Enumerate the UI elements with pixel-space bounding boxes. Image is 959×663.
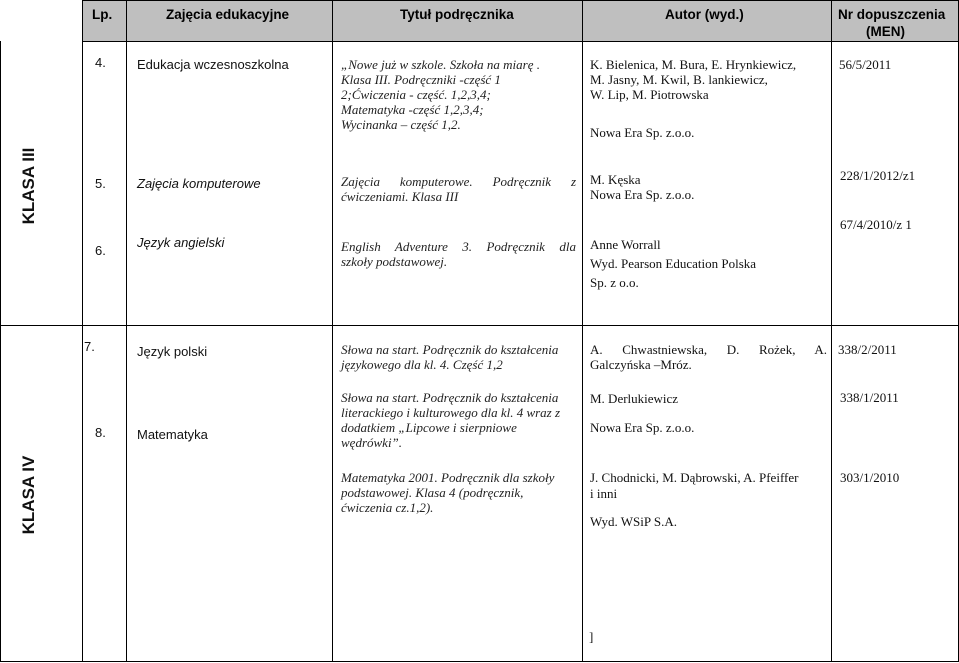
author-line: W. Lip, M. Piotrowska <box>590 87 709 102</box>
title-line: Matematyka -część 1,2,3,4; <box>341 102 484 117</box>
title-line: ćwiczenia cz.1,2). <box>341 500 434 515</box>
col-line-subject <box>126 0 127 661</box>
row-4-approval: 56/5/2011 <box>839 57 892 72</box>
row-7-lp: 7. <box>84 339 95 354</box>
col-line-left <box>0 41 1 661</box>
row-5-approval: 228/1/2012/z1 <box>840 168 916 183</box>
row-8-subject: Matematyka <box>137 427 208 442</box>
row-7-approval: 338/2/2011 <box>838 342 897 357</box>
title-line: „Nowe już w szkole. Szkoła na miarę . <box>341 57 540 72</box>
header-approval-line2: (MEN) <box>866 24 905 39</box>
col-line-approval <box>831 0 832 661</box>
row-7b-title <box>341 390 581 450</box>
row-4-author <box>590 57 830 102</box>
header-approval-line1: Nr dopuszczenia <box>838 7 946 22</box>
row-4-lp: 4. <box>95 55 106 70</box>
row-7-subject: Język polski <box>137 344 208 359</box>
author-line: J. Chodnicki, M. Dąbrowski, A. Pfeiffer <box>590 470 799 485</box>
col-line-author <box>582 0 583 661</box>
row-7-title <box>341 342 581 372</box>
row-6-title <box>341 239 576 269</box>
row-8-title <box>341 470 581 515</box>
row-6-subject: Język angielski <box>137 235 225 250</box>
header-bottom-border <box>82 41 959 42</box>
title-line: Zajęcia komputerowe. Podręcznik z <box>341 174 576 189</box>
row-7b-author <box>590 390 827 436</box>
author-line: Wyd. Pearson Education Polska <box>590 256 757 271</box>
row-8-lp: 8. <box>95 425 106 440</box>
table-border-top <box>82 0 959 1</box>
author-line: Nowa Era Sp. z.o.o. <box>590 187 695 202</box>
header-author: Autor (wyd.) <box>665 7 744 22</box>
title-line: literackiego i kulturowego dla kl. 4 wraz z <box>341 405 561 420</box>
author-line: Galczyńska –Mróz. <box>590 357 692 372</box>
footer-mark: ] <box>589 629 594 644</box>
author-line: A. Chwastniewska, D. Rożek, A. <box>590 342 827 357</box>
section-divider <box>0 325 959 326</box>
row-6-author <box>590 235 830 292</box>
title-line: wędrówki”. <box>341 435 403 450</box>
row-6-approval: 67/4/2010/z 1 <box>840 217 912 232</box>
row-5-author <box>590 172 830 202</box>
row-7-author <box>590 342 827 372</box>
klasa-iv-label: KLASA IV <box>19 455 38 535</box>
row-8-author <box>590 470 827 530</box>
author-line: Wyd. WSiP S.A. <box>590 514 677 529</box>
title-line: Matematyka 2001. Podręcznik dla szkoły <box>341 470 555 485</box>
header-title: Tytuł podręcznika <box>400 7 514 22</box>
row-4-title <box>341 57 576 132</box>
row-8-approval: 303/1/2010 <box>840 470 900 485</box>
title-line: ćwiczeniami. Klasa III <box>341 189 459 204</box>
header-lp: Lp. <box>92 7 113 22</box>
title-line: szkoły podstawowej. <box>341 254 448 269</box>
author-line: Nowa Era Sp. z.o.o. <box>590 420 695 435</box>
row-4-subject: Edukacja wczesnoszkolna <box>137 57 289 72</box>
title-line: Wycinanka – część 1,2. <box>341 117 461 132</box>
author-line: M. Kęska <box>590 172 641 187</box>
title-line: English Adventure 3. Podręcznik dla <box>341 239 576 254</box>
title-line: dodatkiem „Lipcowe i sierpniowe <box>341 420 517 435</box>
header-subject: Zajęcia edukacyjne <box>166 7 290 22</box>
title-line: podstawowej. Klasa 4 (podręcznik, <box>341 485 524 500</box>
klasa-iii-label: KLASA III <box>19 147 38 225</box>
author-line: i inni <box>590 486 618 501</box>
row-7b-approval: 338/1/2011 <box>840 390 899 405</box>
title-line: 2;Ćwiczenia - część. 1,2,3,4; <box>341 87 491 102</box>
row-5-subject: Zajęcia komputerowe <box>137 176 261 191</box>
row-5-lp: 5. <box>95 176 106 191</box>
title-line: Słowa na start. Podręcznik do kształcenia <box>341 390 559 405</box>
col-line-lp <box>82 0 83 661</box>
author-line: Anne Worrall <box>590 237 661 252</box>
author-line: M. Derlukiewicz <box>590 391 679 406</box>
author-line: M. Jasny, M. Kwil, B. lankiewicz, <box>590 72 768 87</box>
col-line-title <box>332 0 333 661</box>
title-line: językowego dla kl. 4. Część 1,2 <box>341 357 503 372</box>
table-border-bottom <box>0 661 959 662</box>
row-4-publisher: Nowa Era Sp. z.o.o. <box>590 125 695 140</box>
title-line: Słowa na start. Podręcznik do kształcenia <box>341 342 559 357</box>
row-5-title <box>341 174 576 204</box>
author-line: K. Bielenica, M. Bura, E. Hrynkiewicz, <box>590 57 797 72</box>
author-line: Sp. z o.o. <box>590 275 639 290</box>
title-line: Klasa III. Podręczniki -część 1 <box>341 72 501 87</box>
row-6-lp: 6. <box>95 243 106 258</box>
